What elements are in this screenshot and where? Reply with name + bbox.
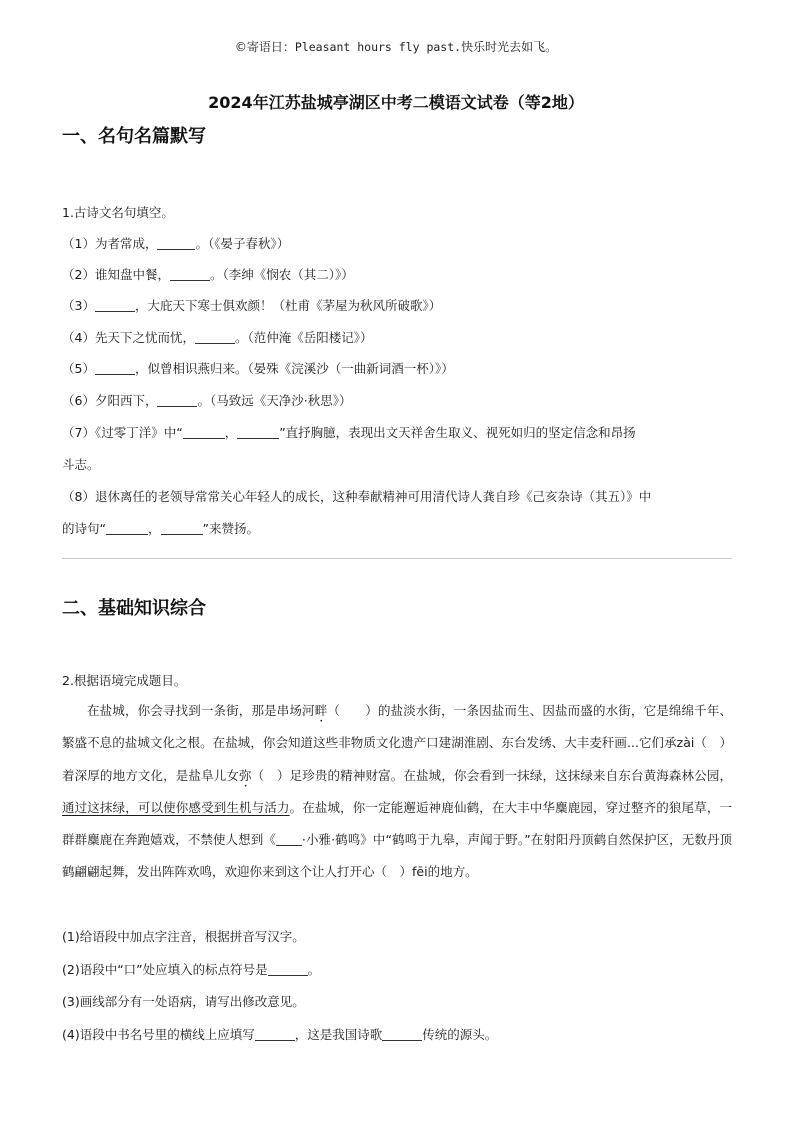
motto-chinese: 快乐时光去如飞。 [461, 40, 558, 54]
answer-blank[interactable] [237, 425, 279, 439]
q1-item-4: （4）先天下之忧而忧， 。（范仲淹《岳阳楼记》） [62, 330, 373, 345]
answer-blank[interactable] [106, 521, 148, 535]
q1-item-5: （5） ，似曾相识燕归来。（晏殊《浣溪沙（一曲新词酒一杯）》） [62, 361, 454, 376]
answer-blank[interactable] [157, 393, 197, 407]
q2-subquestion-1: (1)给语段中加点字注音，根据拼音写汉字。 [62, 929, 305, 944]
answer-blank[interactable] [183, 425, 225, 439]
motto-prefix: ©寄语日： [234, 40, 295, 54]
q2-subquestion-2: (2)语段中“口”处应填入的标点符号是 。 [62, 962, 321, 977]
q2-subquestion-3: (3)画线部分有一处语病，请写出修改意见。 [62, 994, 305, 1009]
answer-blank[interactable] [95, 361, 135, 375]
answer-blank[interactable] [170, 267, 210, 281]
underlined-sentence: 通过这抹绿，可以使你感受到生机与活力 [62, 799, 290, 815]
answer-blank[interactable] [161, 521, 203, 535]
q1-item-8-cont: 的诗句“ ， ”来赞扬。 [62, 521, 259, 536]
answer-blank[interactable] [382, 1027, 422, 1041]
question-2-stem: 2.根据语境完成题目。 [62, 673, 187, 688]
q1-item-8: （8）退休离任的老领导常常关心年轻人的成长，这种奉献精神可用清代诗人龚自珍《己亥杂诗（其五）》中 [62, 489, 652, 504]
answer-blank[interactable] [95, 298, 135, 312]
answer-blank[interactable] [195, 330, 235, 344]
q1-item-2: （2）谁知盘中餐， 。（李绅《悯农（其二）》） [62, 267, 354, 282]
dotted-char-mi: 弥 [239, 767, 252, 783]
section-title-1: 一、名句名篇默写 [62, 126, 206, 147]
answer-blank[interactable] [255, 1027, 295, 1041]
q1-item-6: （6）夕阳西下， 。（马致远《天净沙·秋思》） [62, 393, 352, 408]
answer-blank[interactable] [268, 962, 308, 976]
answer-blank[interactable] [276, 832, 302, 846]
dotted-char-pan: 畔 [314, 703, 328, 718]
header-motto [0, 38, 792, 55]
question-1-stem: 1.古诗文名句填空。 [62, 205, 174, 220]
q1-item-7-cont: 斗志。 [62, 457, 100, 472]
document-title: 2024年江苏盐城亭湖区中考二模语文试卷（等2地） [208, 93, 584, 112]
reading-passage: 在盐城，你会寻找到一条街，那是串场河畔（ ）的盐淡水街，一条因盐而生、因盐而盛的水街，它是绵绵千年、繁盛不息的盐城文化之根。在盐城，你会知道这些非物质文化遗产口建湖淮剧、东台发绣、大丰麦秆画...它们承zài（ ）着深厚的地方文化，是盐阜儿女弥（ ）足珍贵的精神财富。在盐城，你会看到一抹绿，这抹绿来自东台黄海森林公园，通过这抹绿，可以使你感受到生机与活力。在盐城，你一定能邂逅神鹿仙鹤，在大丰中华麋鹿园，穿过整齐的狼尾草，一群群麋鹿在奔跑嬉戏，不禁使人想到《 ·小雅·鹤鸣》中“鹤鸣于九皋，声闻于野。”在射阳丹顶鹤自然保护区，无数丹顶鹤翩翩起舞，发出阵阵欢鸣，欢迎你来到这个让人打开心（ ）fēi的地方。 [62, 703, 732, 880]
q2-subquestion-4: (4)语段中书名号里的横线上应填写 ，这是我国诗歌 传统的源头。 [62, 1027, 498, 1042]
section-divider [62, 558, 732, 559]
motto-english: Pleasant hours fly past. [294, 40, 462, 54]
q1-item-3: （3） ，大庇天下寒士俱欢颜！（杜甫《茅屋为秋风所破歌》） [62, 298, 442, 313]
q1-item-7: （7）《过零丁洋》中“ ， ”直抒胸臆，表现出文天祥舍生取义、视死如归的坚定信念和昂扬 [62, 425, 636, 440]
q1-item-1: （1）为者常成， 。（《晏子春秋》） [62, 236, 290, 251]
answer-blank[interactable] [157, 236, 195, 250]
section-title-2: 二、基础知识综合 [62, 598, 206, 619]
